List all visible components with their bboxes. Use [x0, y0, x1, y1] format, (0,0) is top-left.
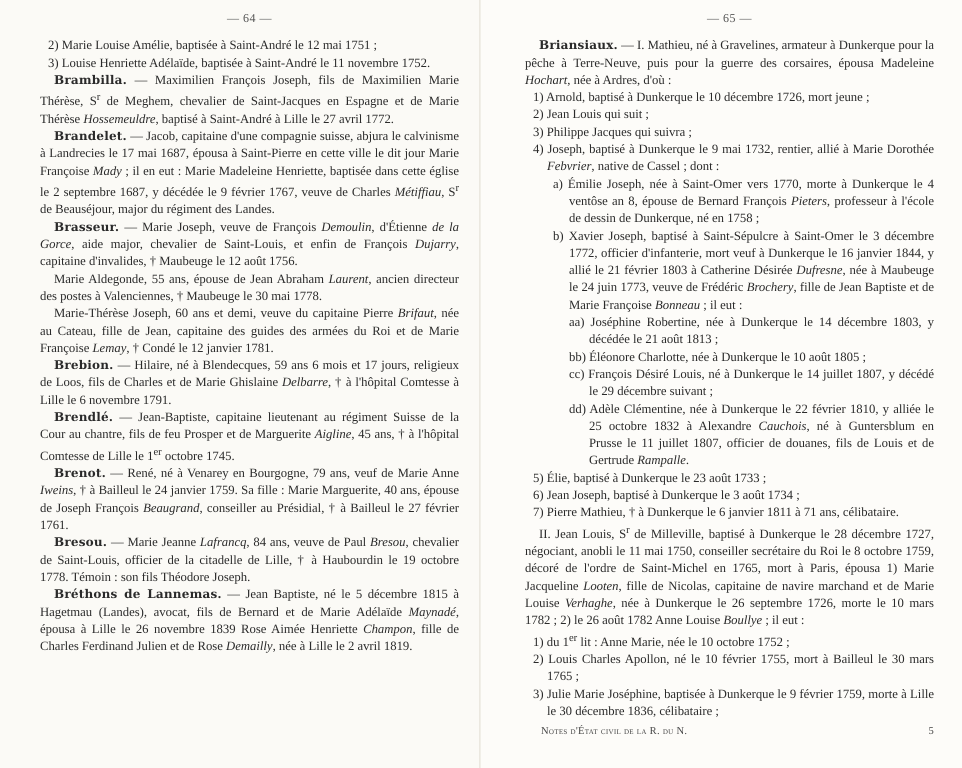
great-grandchild-item: bb) Éléonore Charlotte, née à Dunkerque le 10 août 1805 ; [569, 349, 867, 364]
entry-line: 2) Marie Louise Amélie, baptisée à Saint-André le 12 mai 1751 ; [48, 38, 378, 53]
entry-line: 3) Louise Henriette Adélaïde, baptisée à Saint-André le 11 novembre 1752. [48, 55, 431, 70]
entry-brethons: Bréthons de Lannemas. — Jean Baptiste, né le 5 décembre 1815 à Hagetmau (Landes), avocat, fils de Bernard et de Marie Adélaïde Maynadé, épousa à Lille le 26 novembre 1839 Rose Aimée Henriette Champon, fille de Charles Ferdinand Julien et de Rose Demailly, née à Lille le 2 avril 1819. [40, 587, 459, 654]
page-footer [525, 723, 934, 740]
surname: Brebion. [54, 358, 114, 373]
entry-jean-louis: II. Jean Louis, $S^r$ de Milleville, baptisé à Dunkerque le 28 décembre 1727, négociant, anobli le 11 mai 1750, conseiller secrétaire du Roi le 8 octobre 1759, décoré de l'ordre de Saint-Michel en 1765, mort à Paris, épousa 1) Marie Jacqueline Looten, fille de Nicolas, capitaine de navire marchand et de Marie Louise Verhaghe, née à Dunkerque le 26 septembre 1726, morte le 10 mars 1782 ; 2) le 26 août 1782 Anne Louise Boullye ; il eut : [525, 524, 935, 628]
entry-brambilla: Brambilla. — Maximilien François Joseph, fils de Maximilien Marie Thérèse, $S^r$ de Meghem, chevalier de Saint-Jacques en Espagne et de Marie Thérèse Hossemeuldre, baptisé à Saint-André à Lille le 27 avril 1772. [40, 72, 459, 126]
great-grandchild-item: aa) Joséphine Robertine, née à Dunkerque le 14 décembre 1803, y décédée le 21 août 1813 ; [569, 315, 934, 347]
surname: Bréthons de Lannemas. [54, 587, 222, 602]
page-number-left: — 64 — [227, 11, 272, 25]
great-grandchild-item: cc) François Désiré Louis, né à Dunkerque le 14 juillet 1807, y décédé le 29 décembre suivant ; [569, 366, 934, 399]
surname: Brambilla. [54, 72, 127, 87]
page-right [481, 0, 962, 768]
child-item: 6) Jean Joseph, baptisé à Dunkerque le 3 août 1734 ; [533, 488, 800, 503]
child-item: 5) Élie, baptisé à Dunkerque le 23 août 1733 ; [533, 470, 767, 485]
surname: Brandelet. [54, 129, 127, 144]
sheet-mark: 5 [928, 726, 934, 737]
child-item: 2) Louis Charles Apollon, né le 10 février 1755, mort à Bailleul le 30 mars 1765 ; [533, 652, 934, 684]
entry-brendle: Brendlé. — Jean-Baptiste, capitaine lieutenant au régiment Suisse de la Cour au chantre, fils de feu Prosper et de Marguerite Aigline, 45 ans, † à l'hôpital Comtesse de Lille le 1er octobre 1745. [40, 410, 459, 463]
great-grandchild-item: dd) Adèle Clémentine, née à Dunkerque le 22 février 1810, y alliée le 25 octobre 1832 à Alexandre Cauchois, né à Guntersblum en Prusse le 11 juillet 1807, officier de douanes, fils de Louis et de Gertrude Rampalle. [569, 401, 934, 468]
footer-note: Notes d'État civil de la R. du N. [541, 726, 688, 737]
entry-brandelet: Brandelet. — Jacob, capitaine d'une compagnie suisse, abjura le calvinisme à Landrecies le 17 mai 1687, épousa à Saint-Pierre en cette ville le dit jour Marie Françoise Mady ; il en eut : Marie Madeleine Henriette, baptisée dans cette église le 2 septembre 1687, y décédée le 9 février 1767, veuve de Charles Métiffiau, $S^r$ de Beauséjour, major du régiment des Landes. [40, 129, 459, 217]
entry-aldegonde: Marie Aldegonde, 55 ans, épouse de Jean Abraham Laurent, ancien directeur des postes à Valenciennes, † Maubeuge le 30 mai 1778. [40, 271, 459, 303]
entry-brebion: Brebion. — Hilaire, né à Blendecques, 59 ans 6 mois et 17 jours, religieux de Loos, fils de Charles et de Marie Ghislaine Delbarre, † à l'hôpital Comtesse à Lille le 6 novembre 1791. [40, 358, 459, 407]
surname: Briansiaux. [539, 38, 618, 53]
grandchild-item: a) Émilie Joseph, née à Saint-Omer vers 1770, morte à Dunkerque le 4 ventôse an 8, épouse de Bernard François Pieters, professeur à l'école de dessin de Dunkerque, né en 1758 ; [553, 176, 934, 226]
grandchild-item: b) Xavier Joseph, baptisé à Saint-Sépulcre à Saint-Omer le 3 décembre 1772, officier d'infanterie, mort veuf à Dunkerque le 16 janvier 1844, y allié le 21 février 1803 à Catherine Désirée Dufresne, née à Maubeuge le 24 juin 1773, veuve de Frédéric Brochery, fille de Jean Baptiste et de Marie Françoise Bonneau ; il eut : [553, 228, 934, 312]
surname: Brasseur. [54, 219, 120, 234]
child-item: 4) Joseph, baptisé à Dunkerque le 9 mai 1732, rentier, allié à Marie Dorothée Febvrier, native de Cassel ; dont : [533, 142, 934, 174]
child-item: 3) Julie Marie Joséphine, baptisée à Dunkerque le 9 février 1759, morte à Lille le 30 décembre 1836, célibataire ; [533, 686, 934, 719]
entry-marie-therese: Marie-Thérèse Joseph, 60 ans et demi, veuve du capitaine Pierre Brifaut, née au Cateau, fille de Jean, capitaine des guides des armées du Roi et de Marie Françoise Lemay, † Condé le 12 janvier 1781. [40, 306, 459, 355]
surname: Brenot. [54, 466, 106, 481]
child-item: 2) Jean Louis qui suit ; [533, 107, 649, 122]
child-item: 1) du 1er lit : Anne Marie, née le 10 octobre 1752 ; [533, 632, 790, 649]
entry-brasseur: Brasseur. — Marie Joseph, veuve de François Demoulin, d'Étienne de la Gorce, aide major, chevalier de Saint-Louis, et enfin de François Dujarry, capitaine d'invalides, † Maubeuge le 12 août 1756. [40, 219, 459, 269]
child-item: 7) Pierre Mathieu, † à Dunkerque le 6 janvier 1811 à 71 ans, célibataire. [533, 505, 899, 520]
child-item: 3) Philippe Jacques qui suivra ; [533, 124, 692, 139]
surname: Bresou. [54, 535, 108, 550]
entry-bresou: Bresou. — Marie Jeanne Lafrancq, 84 ans, veuve de Paul Bresou, chevalier de Saint-Louis, officier de la citadelle de Lille, † à Haubourdin le 19 octobre 1778. Témoin : son fils Théodore Joseph. [40, 535, 459, 584]
entry-briansiaux: Briansiaux. — I. Mathieu, né à Gravelines, armateur à Dunkerque pour la pêche à Terre-Neuve, puis pour la guerre des corsaires, épousa Madeleine Hochart, née à Ardres, d'où : [525, 38, 934, 87]
page-number-right: — 65 — [707, 11, 752, 25]
surname: Brendlé. [54, 410, 114, 424]
child-item: 1) Arnold, baptisé à Dunkerque le 10 décembre 1726, mort jeune ; [533, 90, 870, 105]
entry-brenot: Brenot. — René, né à Venarey en Bourgogne, 79 ans, veuf de Marie Anne Iweins, † à Bailleul le 24 janvier 1759. Sa fille : Marie Marguerite, 40 ans, épouse de Joseph François Beaugrand, conseiller au Présidial, † à Bailleul le 27 février 1761. [40, 466, 459, 533]
